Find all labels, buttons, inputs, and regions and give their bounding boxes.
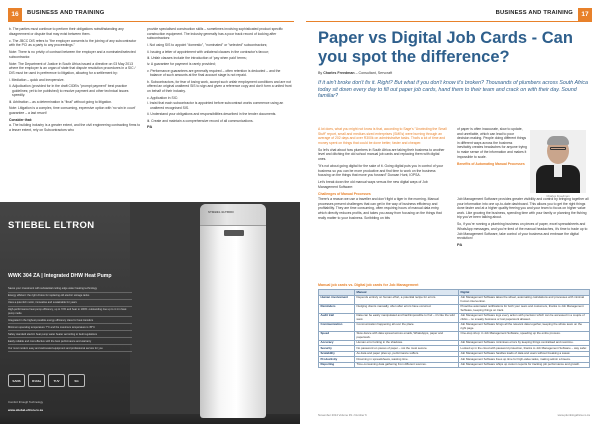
row-label: Human involvement: [319, 295, 355, 304]
ad-feature: Saves your investment with substantial cutting edge water heating technology: [8, 286, 132, 293]
section-title: BUSINESS AND TRAINING: [27, 10, 105, 16]
list: [147, 101, 293, 123]
table-cell: Job Management Software frees up time for high-value tasks, making admin a breeze.: [459, 357, 590, 363]
right-page: [300, 0, 600, 424]
article-title: Paper vs Digital Job Cards - Can you spot the difference?: [318, 29, 573, 66]
table-cell: No password on pieces of paper – not the most secure.: [355, 346, 459, 352]
section-title: BUSINESS AND TRAINING: [495, 10, 573, 16]
list: [147, 43, 293, 78]
paragraph: b. The parties must continue to perform their obligations notwithstanding any disagreement or dispute that may exist between them.: [9, 27, 124, 36]
table-row: [319, 362, 590, 368]
page-header: [306, 8, 592, 22]
table-cell: Job Management Software minimises errors by keeping things centralised and real-time.: [459, 340, 590, 346]
ad-tagline: Comfort through Technology: [8, 400, 44, 404]
ad-feature: Integrated in the highest possible energy efficiency class for heat transfers: [8, 317, 132, 324]
ad-url-link[interactable]: www.stiebel-eltron.co.za: [8, 408, 43, 412]
paragraph: A lot does, what you might not know is that, according to Sage's "Unwinding the Small Stuff" report, small and medium-sized enterprises (SMEs) were burning through an average of 202 days and over R300k on administrative tasks. That's a lot of time and money spent on things that could be done better, faster and cheaper.: [318, 127, 447, 145]
paragraph: There's a reason we use a traveller and don't fight a tiger in the morning. Manual processes present challenges that can get in the way of business efficiency and profitability. They are time consuming, often requiring hours of manual data entry, which directly reduces profits, and takes you away from focusing on the things that really matter to your business. Scribbling on bits: [318, 197, 442, 220]
paragraph: of paper is often inaccurate, slow to update, and unreliable, which can lead to poor decision making. People doing different things in different ways across the business inevitably creates headaches for anyone trying to make sense of the information and makes it impossible to scale.: [457, 127, 527, 159]
table-cell: Communication happening all over the place.: [355, 322, 459, 331]
subheading: Benefits of Automating Manual Processes: [457, 161, 525, 166]
table-row: [319, 313, 590, 322]
subheading: Consider that:: [9, 117, 32, 122]
table-row: [319, 304, 590, 313]
list: [9, 78, 141, 105]
table-cell: Proactive automated notifications for both your team and customers, thanks to Job Management Software, keeping things on track.: [459, 304, 590, 313]
ad-feature: Our most modern easy and well-tested equipment and professional service for you: [8, 345, 132, 352]
ad-feature-list: [8, 286, 132, 352]
right-column-2-top: [457, 127, 527, 167]
table-header: Digital: [459, 290, 590, 296]
sg-badge-icon: SG: [68, 374, 85, 387]
right-column-1: [318, 127, 448, 223]
heat-pump-brand: STIEBEL ELTRON: [208, 210, 234, 214]
paragraph: So let's chat about how plumbers in South Africa are taking their business to another level and ditching the old school manual job cards and replacing them with digital ones.: [318, 147, 445, 161]
table-row: [319, 295, 590, 304]
footer-url-link[interactable]: www.plumbingafrica.co.za: [557, 413, 590, 417]
photo-caption: Charles Freedman: [546, 194, 570, 198]
ad-title: WWK 304 ZA | Integrated DHW Heat Pump: [8, 273, 112, 279]
table-cell: Data can be easily manipulated and hard/impossible to find – it's like the wild west.: [355, 313, 459, 322]
table-cell: Job Management Software logs every action with precision which can be accessed in a couple of clicks – no sneaky business or lost paperwork allowed.: [459, 313, 590, 322]
table-cell: Job Management Software whips up custom reports for tracking job performance and growth.: [459, 362, 590, 368]
page-number: 16: [8, 8, 22, 21]
footer-issue: November 2014 Volume 39 • Number 6: [318, 413, 367, 417]
paragraph: c. Application in SIC:: [147, 95, 179, 100]
table-row: [319, 331, 590, 340]
page-header: [8, 8, 294, 22]
ad-feature: Minimum operating temperature 7°C and the maximum temperature is 35°C: [8, 324, 132, 331]
ad-feature: Energy efficient: the right choice for replacing old electric storage tanks: [8, 293, 132, 300]
row-label: Speed: [319, 331, 355, 340]
author-photo: [530, 130, 586, 193]
ad-feature: High-performance heat pump efficiency, up to 72% and heat to 100%: outstanding rise up to 4.1 in heat pump mode: [8, 307, 132, 318]
paragraph: Note: The Department of Justice in South Africa issued a directive on 03 May 2013 where the employer is an organ of state that dispute resolution procedures in a SIC / DIS must be used in preference to litigation, allowing for a settlement by:: [9, 61, 136, 75]
table-cell: Human error lurking in the shadows.: [355, 340, 459, 346]
table-row: [319, 322, 590, 331]
paragraph: a. The building industry is a greater extent, and the civil engineering contracting firms to a lesser extent, rely on Subcontractors who: [9, 123, 141, 133]
ad-feature: Uses a quiet EC motor, innovative and sustainable for years: [8, 300, 132, 307]
left-column-2: [147, 27, 293, 130]
row-label: Reminders: [319, 304, 355, 313]
list-item: ii. Issuing a letter of appointment with unilateral clauses in the contractor's favour;: [147, 49, 269, 54]
table-cell: Time-consuming data gathering from different sources.: [355, 362, 459, 368]
paragraph: Note: Litigation is a complex, time consuming, expensive option with 'no win in court' guarantee – a last resort!: [9, 106, 136, 115]
table-cell: Job Management Software handles loads of data and users without breaking a sweat.: [459, 351, 590, 357]
table-cell: Depends entirely on human effort, a potential recipe for errors.: [355, 295, 459, 304]
row-label: Communication: [319, 322, 355, 331]
list-item: i. Not using SIS to appoint "domestic", "nominated" or "selected" subcontractors;: [147, 43, 268, 48]
table-cell: Locked up in the cloud with password protection, thanks to Job Management Software – way safer.: [459, 346, 590, 352]
sign-off: PA: [457, 242, 463, 248]
list-item: i. Insist that each subcontractor is appointed before subcontract works commence using an unaltered recognised SIS.: [147, 101, 284, 111]
list-item: v. Performance guarantees are generally required – often retention is deducted – and the balance of such amounts at the final account stage is not repaid.: [147, 68, 281, 78]
sans-badge-icon: SANS: [8, 374, 25, 387]
article-intro: If it ain't broke don't fix it. Right? But what if you don't know it's broken? Thousands of plumbers across South Africa today sit down every day to fill out paper job cards, hand them to their team and crack on with their day. Sound familiar?: [318, 80, 589, 100]
byline: [318, 71, 392, 75]
list-item: iii. Arbitration – as a determination is "final" without going to litigation.: [9, 99, 113, 104]
row-label: Security: [319, 346, 355, 352]
table-cell: Job Management Software takes the wheel, automating calculations and processes with minimal human intervention.: [459, 295, 590, 304]
paragraph: "It's not about going digital for the sake of it. Going digital puts you in control of your business so you can be more productive and find time to work on the business focusing on the things that move you forward" Duncan Hunt, IOPSA.: [318, 163, 444, 178]
list-item: iii. Unfair clauses include the introduction of 'pay when paid' terms;: [147, 55, 247, 60]
table-cell: Job Management Software brings all the relevant data together, keeping the whole team on the right page.: [459, 322, 590, 331]
advertisement[interactable]: [0, 202, 300, 424]
paragraph: b. Subcontractors, for fear of losing work, accept such unfair employment conditions and are not offered an original unaltered SIS to sign and given a reference copy and don't form a united front on behalf of their industry.: [147, 79, 292, 93]
right-column-2-bottom: [457, 197, 590, 248]
table-header: Manual: [355, 290, 459, 296]
table-cell: Drowning in spreadsheets, wasting time.: [355, 357, 459, 363]
list-item: iii. Create and maintain a comprehensive record of all communications.: [147, 118, 254, 123]
table-caption: Manual job cards vs. Digital job cards for Job Management: [318, 283, 419, 287]
list-item: i. Mediation – quick and inexpensive.: [9, 77, 65, 82]
ad-feature: Safety standard electric heat pump water heater according to fault regulations: [8, 331, 132, 338]
row-label: Reporting: [319, 362, 355, 368]
left-column-1: [9, 27, 141, 135]
list-item: iv. A guarantee for payment is rarely provided;: [147, 62, 216, 67]
tuv-badge-icon: TUV: [48, 374, 65, 387]
paragraph: Let's break down the old manual ways versus the new digital ways of Job Management Software:: [318, 180, 428, 189]
sign-off: PA: [147, 124, 153, 130]
ad-feature: Easily reliable and cost effective with the best performance and warranty: [8, 338, 132, 345]
paragraph: c. The JBCC DIS refers to "the employer consents to the joining of any subcontractor with the PCI as a party to any proceedings.": [9, 38, 137, 48]
paragraph: provide specialised construction skills – sometimes involving sophisticated product specific construction equipment. The industry generally has a poor track record of looking after subcontractors:: [147, 27, 283, 41]
list-item: ii. Adjudication (provided for in the draft CIDB's "prompt payment" best practice guidelines; yet to be published) to resolve payment and other technical issues speedily.: [9, 84, 129, 98]
table-cell: Nudging clients manually, often after errors have occurred.: [355, 304, 459, 313]
byline-prefix: By: [318, 71, 323, 75]
brand-logo: STIEBEL ELTRON: [8, 220, 95, 231]
table-cell: Slow dance with data spread across emails, WhatsApps, paper and paperwork.: [355, 331, 459, 340]
row-label: Audit trail: [319, 313, 355, 322]
subheading: Challenges of Manual Processes: [318, 191, 371, 196]
heat-pump-control-panel: [224, 230, 244, 236]
paragraph: Note: There is no privity of contract between the employer and a nominated/selected subcontractor.: [9, 50, 136, 59]
page-number: 17: [578, 8, 592, 21]
row-label: Accuracy: [319, 340, 355, 346]
comparison-table: [318, 289, 590, 368]
row-label: Scalability: [319, 351, 355, 357]
certification-badges: [8, 374, 85, 387]
row-label: Productivity: [319, 357, 355, 363]
heat-pump-image: [200, 204, 266, 418]
table-cell: One-stop shop: in Job Management Software, speeding up the entire process.: [459, 331, 590, 340]
paragraph: Job Management Software provides greater visibility and control by bringing together all your information into one up-to-date dashboard. This allows you to get the right things done faster and at a higher quality freeing you and your team to focus on higher value work. Like growing the business, spending time with your family or planning the fishing trip you've been talking about.: [457, 197, 589, 220]
list-item: ii. Understand your obligations and responsibilities described in the tender documents.: [147, 112, 277, 117]
table-cell: As data and paper piles up, performance suffers.: [355, 351, 459, 357]
paragraph: So, if you're running a plumbing business on pieces of paper, excel spreadsheets and WhatsApp messages, and you're tired of the manual headaches, it's time to trade up to Job Management Software, take control of your business and embrace the digital revolution!: [457, 222, 588, 241]
author-name: Charles Freedman: [323, 71, 355, 75]
refrigerant-badge-icon: R134a: [28, 374, 45, 387]
author-role: – Consultant, Servcraft: [355, 71, 393, 75]
